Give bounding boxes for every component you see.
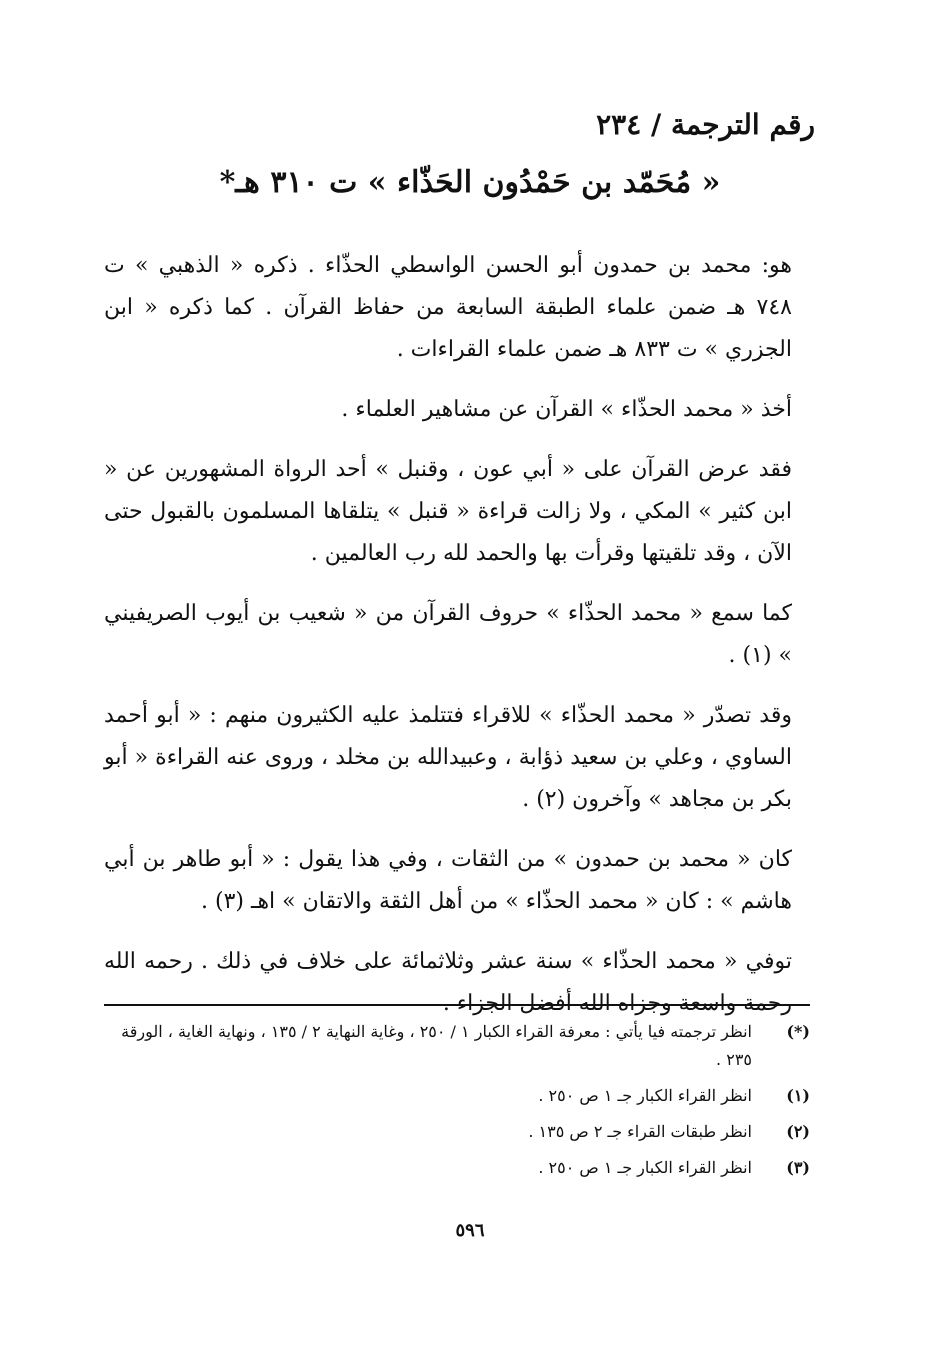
entry-number: رقم الترجمة / ٢٣٤ xyxy=(596,108,815,141)
paragraph: فقد عرض القرآن على « أبي عون ، وقنبل » أحد الرواة المشهورين عن « ابن كثير » المكي ، ولا زالت قراءة « قنبل » يتلقاها المسلمون بالقبول حتى الآن ، وقد تلقيتها وقرأت بها والحمد لله رب العالمين . xyxy=(104,457,792,566)
footnote xyxy=(104,1082,810,1110)
footnote xyxy=(104,1118,810,1146)
footnote-number: (١) xyxy=(786,1086,810,1105)
footnote xyxy=(104,1154,810,1182)
body-text xyxy=(104,245,792,1043)
paragraph: وقد تصدّر « محمد الحذّاء » للاقراء فتتلمذ عليه الكثيرون منهم : « أبو أحمد الساوي ، وعلي بن سعيد ذؤابة ، وعبيدالله بن مخلد ، وروى عنه القراءة « أبو بكر بن مجاهد » وآخرون (٢) . xyxy=(104,703,792,812)
paragraph: كان « محمد بن حمدون » من الثقات ، وفي هذا يقول : « أبو طاهر بن أبي هاشم » : كان « محمد الحذّاء » من أهل الثقة والاتقان » اهـ (٣) . xyxy=(104,847,792,914)
footnotes xyxy=(104,1018,810,1190)
page-number: ٥٩٦ xyxy=(455,1220,485,1241)
footnote-divider xyxy=(104,1004,810,1006)
footnote-text: انظر طبقات القراء جـ ٢ ص ١٣٥ . xyxy=(528,1122,752,1141)
footnote-text: انظر ترجمته فيا يأتي : معرفة القراء الكبار ١ / ٢٥٠ ، وغاية النهاية ٢ / ١٣٥ ، ونهاية الغاية ، الورقة ٢٣٥ . xyxy=(121,1022,752,1069)
paragraph: كما سمع « محمد الحذّاء » حروف القرآن من « شعيب بن أيوب الصريفيني » (١) . xyxy=(104,601,792,668)
paragraph: هو: محمد بن حمدون أبو الحسن الواسطي الحذّاء . ذكره « الذهبي » ت ٧٤٨ هـ ضمن علماء الطبقة السابعة من حفاظ القرآن . كما ذكره « ابن الجزري » ت ٨٣٣ هـ ضمن علماء القراءات . xyxy=(104,253,792,362)
footnote-number: (٢) xyxy=(786,1122,810,1141)
footnote xyxy=(104,1018,810,1074)
footnote-text: انظر القراء الكبار جـ ١ ص ٢٥٠ . xyxy=(538,1158,752,1177)
footnote-number: (٣) xyxy=(786,1158,810,1177)
footnote-text: انظر القراء الكبار جـ ١ ص ٢٥٠ . xyxy=(538,1086,752,1105)
entry-title: « مُحَمّد بن حَمْدُون الحَذّاء » ت ٣١٠ هـ* xyxy=(219,165,721,200)
paragraph: توفي « محمد الحذّاء » سنة عشر وثلاثمائة على خلاف في ذلك . رحمه الله رحمة واسعة وجزاه الله أفضل الجزاء . xyxy=(104,949,792,1016)
footnote-number: (*) xyxy=(786,1022,810,1041)
paragraph: أخذ « محمد الحذّاء » القرآن عن مشاهير العلماء . xyxy=(341,397,792,422)
